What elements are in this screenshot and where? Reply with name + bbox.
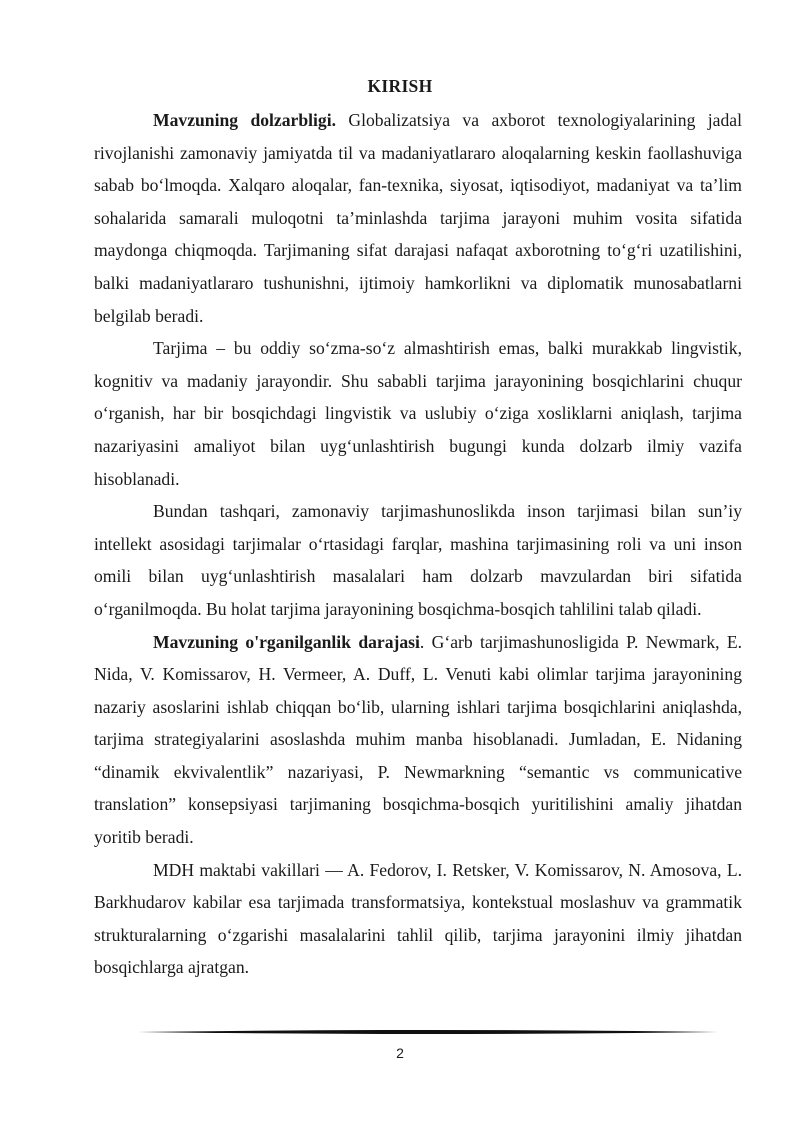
page-number: 2 bbox=[396, 1045, 404, 1061]
paragraph-ai-translation bbox=[94, 495, 742, 625]
paragraph-text: Bundan tashqari, zamonaviy tarjimashunoslikda inson tarjimasi bilan sun’iy intellekt asosidagi tarjimalar o‘rtasidagi farqlar, mashina tarjimasining roli va uni inson omili bilan uyg‘unlashtirish masalalari ham dolzarb mavzulardan biri sifatida o‘rganilmoqda. Bu holat tarjima jarayonining bosqichma-bosqich tahlilini talab qiladi. bbox=[94, 501, 742, 619]
body-text bbox=[94, 104, 742, 984]
paragraph-text: . G‘arb tarjimashunosligida P. Newmark, E. Nida, V. Komissarov, H. Vermeer, A. Duff, L. Venuti kabi olimlar tarjima jarayonining nazariy asoslarini ishlab chiqqan bo‘lib, ularning ishlari tarjima bosqichlarini aniqlashda, tarjima strategiyalarini asoslashda muhim manba hisoblanadi. Jumladan, E. Nidaning “dinamik ekvivalentlik” nazariyasi, P. Newmarkning “semantic vs communicative translation” konsepsiyasi tarjimaning bosqichma-bosqich yuritilishini amaliy jihatdan yoritib beradi. bbox=[94, 631, 743, 848]
footer-divider bbox=[138, 1028, 718, 1036]
paragraph-text: Globalizatsiya va axborot texnologiyalarining jadal rivojlanishi zamonaviy jamiyatda til va madaniyatlararo aloqalarning keskin faollashuviga sabab bo‘lmoqda. Xalqaro aloqalar, fan-texnika, siyosat, iqtisodiyot, madaniyat va ta’lim sohalarida samarali muloqotni ta’minlashda tarjima jarayoni muhim vosita sifatida maydonga chiqmoqda. Tarjimaning sifat darajasi nafaqat axborotning to‘g‘ri uzatilishini, balki madaniyatlararo tushunishni, ijtimoiy hamkorlikni va diplomatik munosabatlarni belgilab beradi. bbox=[94, 110, 742, 326]
paragraph-study-level bbox=[94, 626, 742, 854]
paragraph-translation-definition bbox=[94, 332, 742, 495]
paragraph-text: MDH maktabi vakillari — A. Fedorov, I. Retsker, V. Komissarov, N. Amosova, L. Barkhudarov kabilar esa tarjimada transformatsiya, kontekstual moslashuv va grammatik strukturalarning o‘zgarishi masalalarini tahlil qilib, tarjima jarayonini ilmiy jihatdan bosqichlarga ajratgan. bbox=[94, 859, 742, 978]
paragraph-lead: Mavzuning o'rganilganlik darajasi bbox=[153, 631, 420, 652]
paragraph-cis-school bbox=[94, 854, 742, 984]
paragraph-lead: Mavzuning dolzarbligi. bbox=[153, 110, 336, 130]
paragraph-relevance bbox=[94, 104, 742, 332]
section-heading: KIRISH bbox=[367, 76, 433, 96]
paragraph-text: Tarjima – bu oddiy so‘zma-so‘z almashtirish emas, balki murakkab lingvistik, kognitiv va madaniy jarayondir. Shu sababli tarjima jarayonining bosqichlarini chuqur o‘rganish, har bir bosqichdagi lingvistik va uslubiy o‘ziga xosliklarni aniqlash, tarjima nazariyasini amaliyot bilan uyg‘unlashtirish bugungi kunda dolzarb ilmiy vazifa hisoblanadi. bbox=[94, 338, 742, 489]
